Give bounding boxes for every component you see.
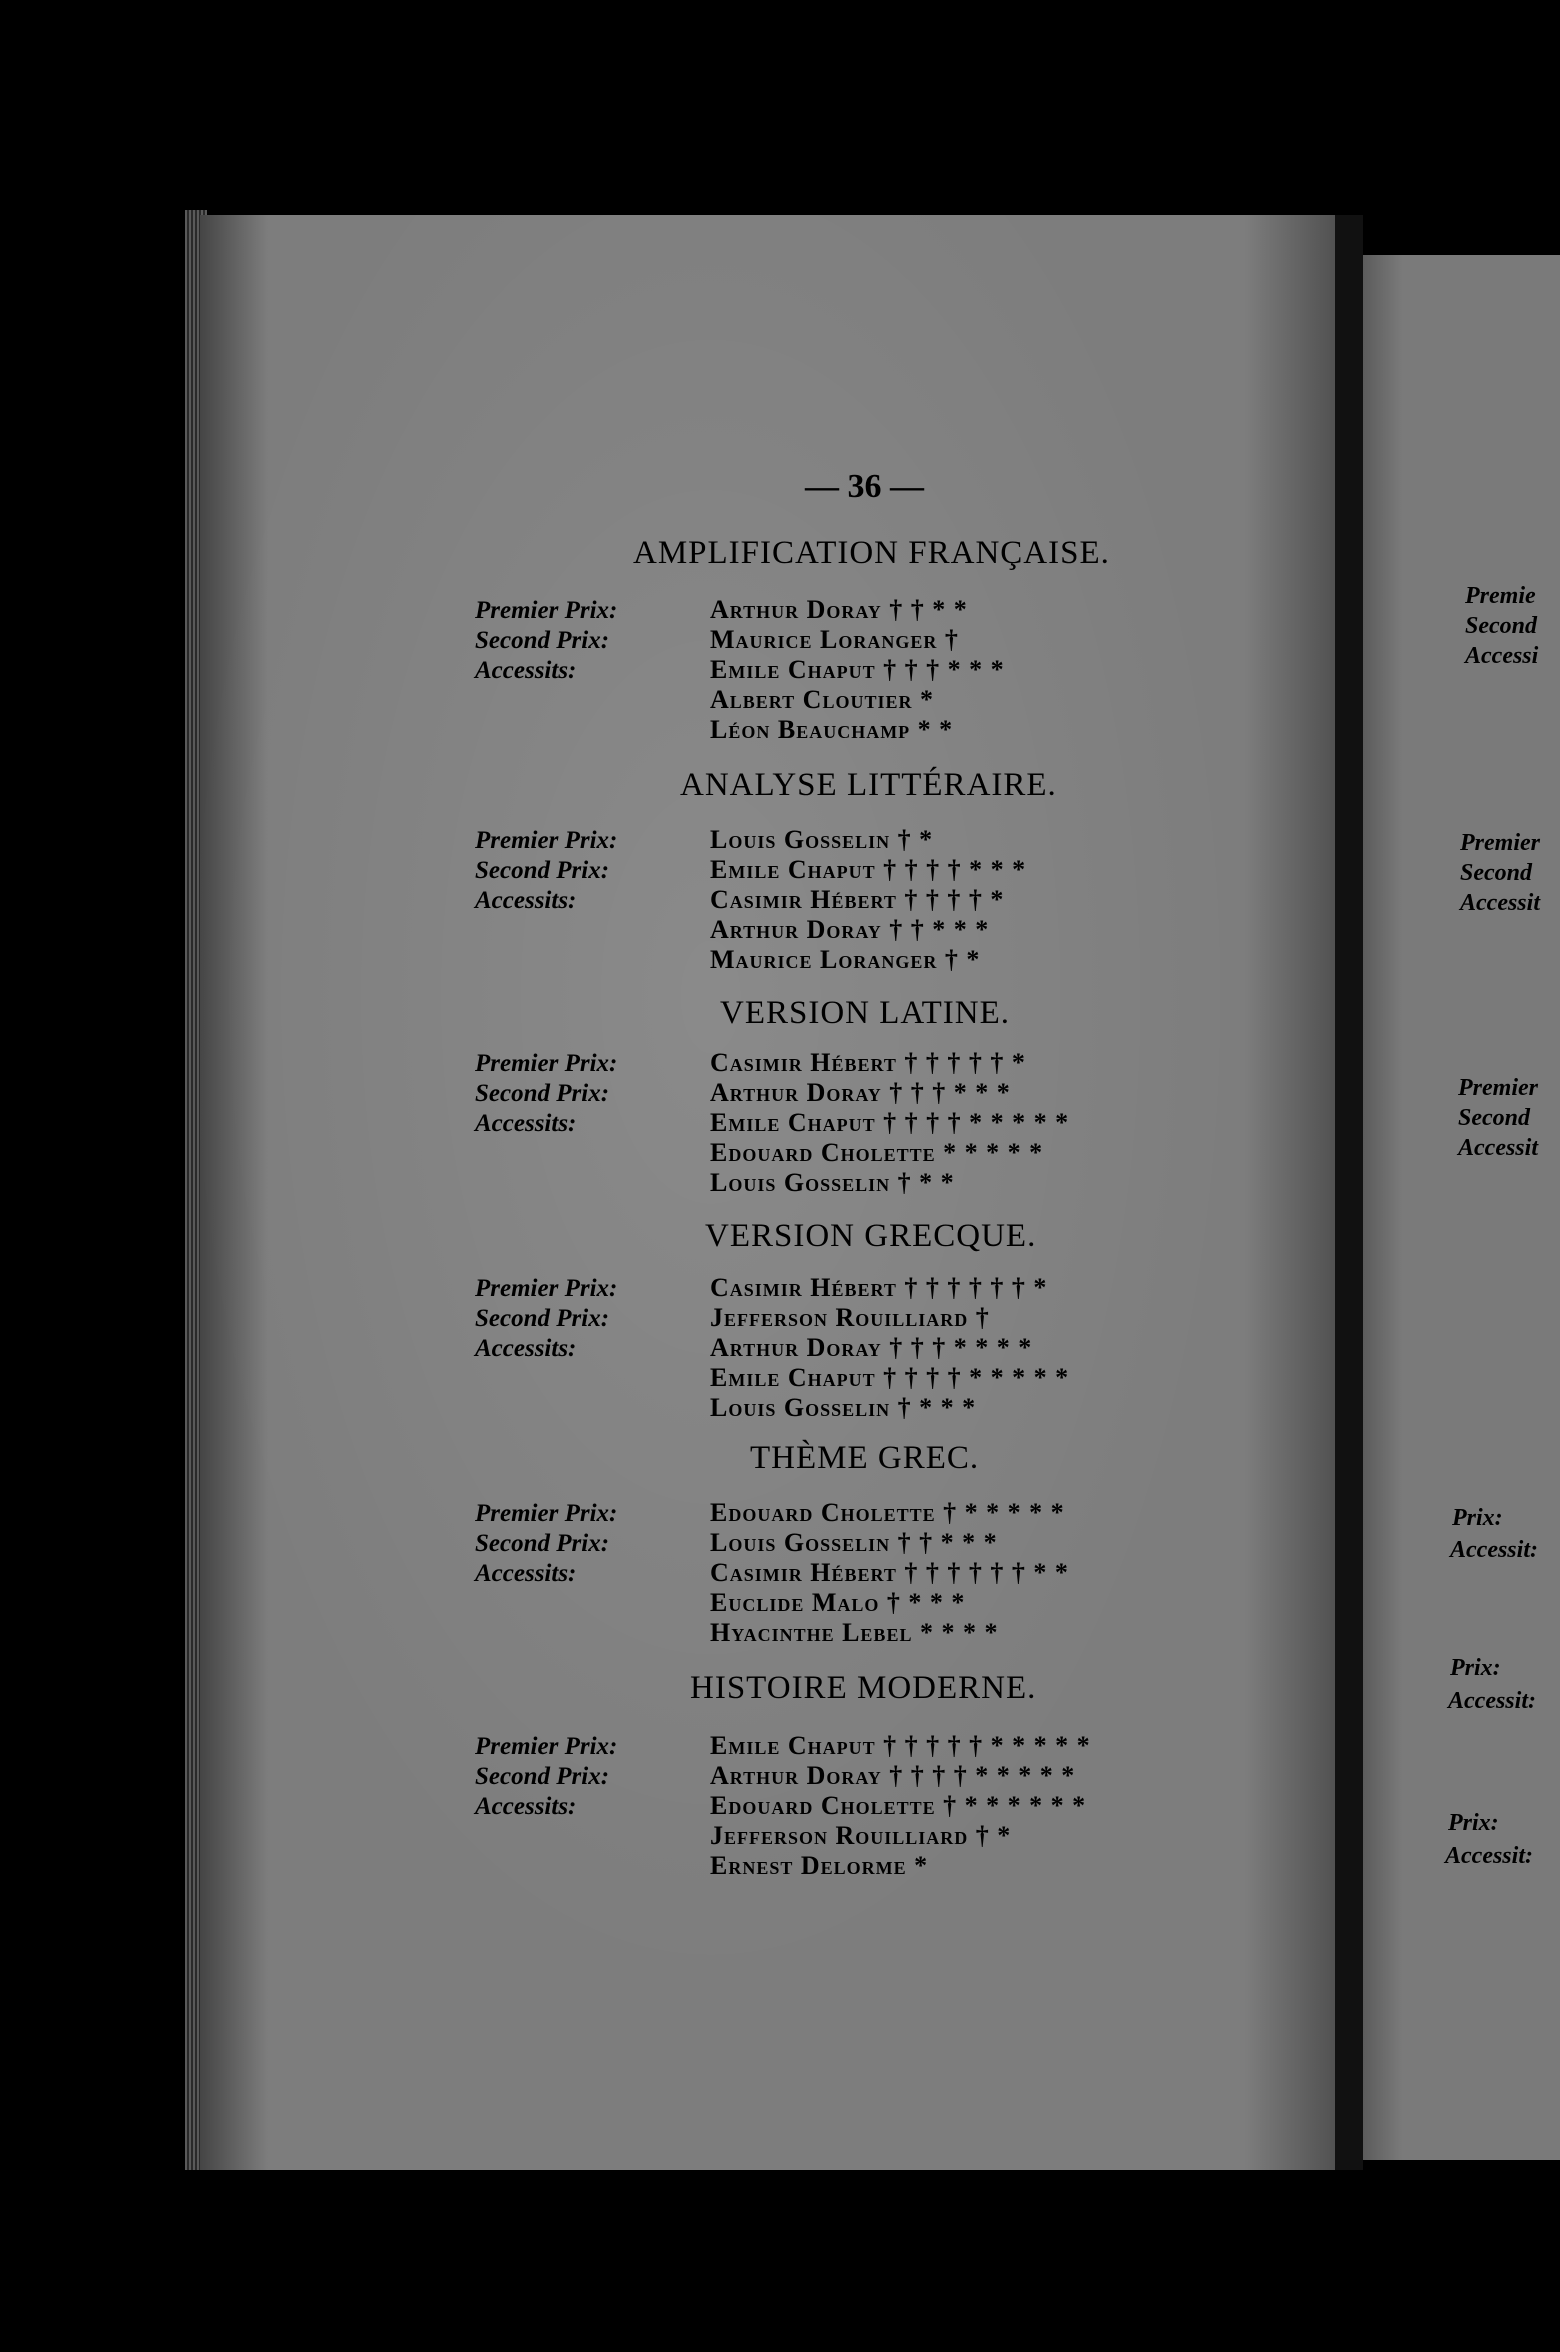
section-title: HISTOIRE MODERNE. <box>690 1670 1037 1706</box>
award-entry: Euclide Malo † * * * <box>710 1588 966 1617</box>
award-entry: Emile Chaput † † † † * * * <box>710 855 1027 884</box>
accessits-label: Accessits: <box>475 887 577 914</box>
right-page-label: Accessit: <box>1450 1537 1538 1563</box>
award-entry: Edouard Cholette † * * * * * <box>710 1498 1065 1527</box>
award-entry: Louis Gosselin † † * * * <box>710 1528 998 1557</box>
right-page-label: Premier <box>1458 1075 1538 1101</box>
award-entry: Louis Gosselin † * * * <box>710 1393 977 1422</box>
premier-prix-label: Premier Prix: <box>475 597 618 624</box>
award-entry: Edouard Cholette † * * * * * * <box>710 1791 1087 1820</box>
right-page <box>1363 255 1560 2160</box>
award-entry: Ernest Delorme * <box>710 1851 929 1880</box>
right-page-label: Accessit: <box>1448 1688 1536 1714</box>
accessits-label: Accessits: <box>475 1793 577 1820</box>
award-entry: Léon Beauchamp * * <box>710 715 954 744</box>
award-entry: Hyacinthe Lebel * * * * <box>710 1618 999 1647</box>
second-prix-label: Second Prix: <box>475 857 610 884</box>
award-entry: Arthur Doray † † † * * * <box>710 1078 1011 1107</box>
right-page-label: Prix: <box>1450 1655 1501 1681</box>
page-number: — 36 — <box>805 468 924 505</box>
award-entry: Arthur Doray † † † * * * * <box>710 1333 1033 1362</box>
award-entry: Arthur Doray † † * * * <box>710 915 990 944</box>
award-entry: Arthur Doray † † † † * * * * * <box>710 1761 1076 1790</box>
right-page-label: Premie <box>1465 583 1536 609</box>
award-entry: Louis Gosselin † * <box>710 825 934 854</box>
right-page-label: Accessit: <box>1445 1843 1533 1869</box>
accessits-label: Accessits: <box>475 1560 577 1587</box>
award-entry: Edouard Cholette * * * * * <box>710 1138 1044 1167</box>
award-entry: Casimir Hébert † † † † † † * * <box>710 1558 1069 1587</box>
award-entry: Maurice Loranger † * <box>710 945 981 974</box>
accessits-label: Accessits: <box>475 1110 577 1137</box>
section-title: AMPLIFICATION FRANÇAISE. <box>633 535 1110 571</box>
right-page-label: Second <box>1465 613 1537 639</box>
award-entry: Emile Chaput † † † † * * * * * <box>710 1363 1070 1392</box>
accessits-label: Accessits: <box>475 1335 577 1362</box>
premier-prix-label: Premier Prix: <box>475 1500 618 1527</box>
right-page-label: Prix: <box>1448 1810 1499 1836</box>
second-prix-label: Second Prix: <box>475 627 610 654</box>
section-title: VERSION GRECQUE. <box>705 1218 1037 1254</box>
second-prix-label: Second Prix: <box>475 1763 610 1790</box>
award-entry: Casimir Hébert † † † † † † * <box>710 1273 1048 1302</box>
award-entry: Emile Chaput † † † * * * <box>710 655 1005 684</box>
premier-prix-label: Premier Prix: <box>475 827 618 854</box>
section-title: THÈME GREC. <box>750 1440 980 1476</box>
award-entry: Jefferson Rouilliard † <box>710 1303 990 1332</box>
second-prix-label: Second Prix: <box>475 1305 610 1332</box>
accessits-label: Accessits: <box>475 657 577 684</box>
award-entry: Arthur Doray † † * * <box>710 595 968 624</box>
award-entry: Casimir Hébert † † † † * <box>710 885 1005 914</box>
award-entry: Jefferson Rouilliard † * <box>710 1821 1012 1850</box>
second-prix-label: Second Prix: <box>475 1080 610 1107</box>
right-page-label: Second <box>1460 860 1532 886</box>
award-entry: Emile Chaput † † † † * * * * * <box>710 1108 1070 1137</box>
second-prix-label: Second Prix: <box>475 1530 610 1557</box>
award-entry: Casimir Hébert † † † † † * <box>710 1048 1026 1077</box>
section-title: ANALYSE LITTÉRAIRE. <box>680 767 1057 803</box>
award-entry: Louis Gosselin † * * <box>710 1168 955 1197</box>
right-page-label: Accessit <box>1458 1135 1538 1161</box>
right-page-label: Prix: <box>1452 1505 1503 1531</box>
award-entry: Emile Chaput † † † † † * * * * * <box>710 1731 1091 1760</box>
right-page-label: Accessit <box>1460 890 1540 916</box>
premier-prix-label: Premier Prix: <box>475 1050 618 1077</box>
right-page-label: Accessi <box>1465 643 1539 669</box>
award-entry: Albert Cloutier * <box>710 685 934 714</box>
book-gutter <box>1335 215 1363 2170</box>
award-entry: Maurice Loranger † <box>710 625 959 654</box>
premier-prix-label: Premier Prix: <box>475 1275 618 1302</box>
premier-prix-label: Premier Prix: <box>475 1733 618 1760</box>
right-page-label: Premier <box>1460 830 1540 856</box>
right-page-label: Second <box>1458 1105 1530 1131</box>
section-title: VERSION LATINE. <box>720 995 1010 1031</box>
